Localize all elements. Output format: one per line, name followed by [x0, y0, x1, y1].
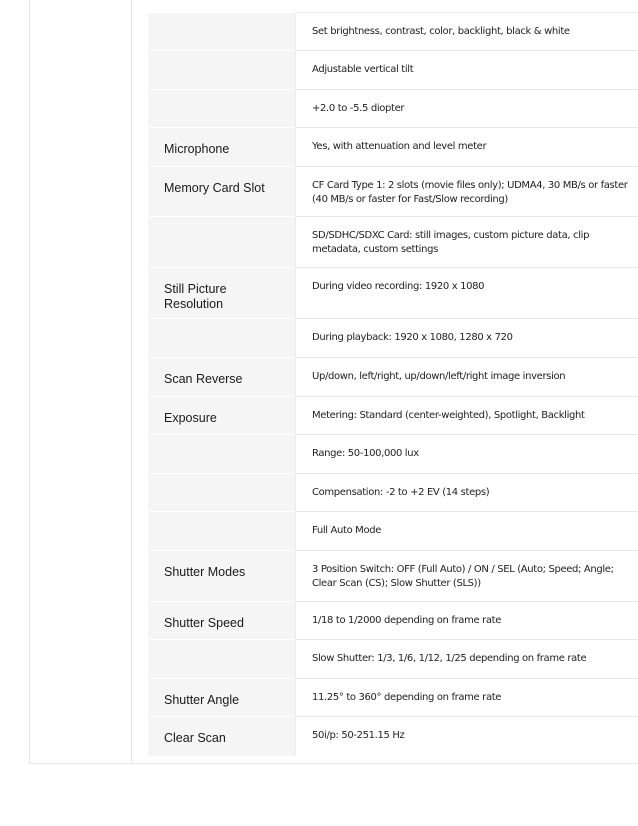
spec-label: Exposure	[164, 411, 217, 425]
spec-value: +2.0 to -5.5 diopter	[312, 103, 405, 114]
column-divider	[131, 0, 132, 764]
spec-value: Slow Shutter: 1/3, 1/6, 1/12, 1/25 depending on frame rate	[312, 653, 587, 664]
spec-value-cell	[296, 640, 638, 679]
spec-label-cell	[148, 319, 296, 358]
spec-label: Microphone	[164, 142, 230, 156]
table-row	[148, 319, 638, 358]
spec-value: 11.25° to 360° depending on frame rate	[312, 692, 502, 703]
spec-value: CF Card Type 1: 2 slots (movie files only); UDMA4, 30 MB/s or faster (40 MB/s or faster for Fast/Slow recording)	[312, 180, 628, 205]
spec-label-cell	[148, 268, 296, 319]
table-row	[148, 640, 638, 679]
spec-label: Scan Reverse	[164, 372, 243, 386]
table-row	[148, 602, 638, 640]
spec-label	[148, 474, 295, 488]
spec-label-cell	[148, 167, 296, 217]
spec-value-cell	[296, 474, 638, 512]
table-row	[148, 512, 638, 551]
spec-value-cell	[296, 679, 638, 717]
table-row	[148, 358, 638, 397]
spec-value-cell	[296, 268, 638, 319]
spec-value: 3 Position Switch: OFF (Full Auto) / ON / SEL (Auto; Speed; Angle; Clear Scan (CS); Slow Shutter (SLS))	[312, 564, 614, 589]
spec-label	[148, 51, 295, 65]
spec-label-cell	[148, 13, 296, 51]
table-row	[148, 217, 638, 268]
spec-label-cell	[148, 717, 296, 756]
spec-value: Up/down, left/right, up/down/left/right image inversion	[312, 371, 566, 382]
spec-value-cell	[296, 358, 638, 397]
table-row	[148, 397, 638, 435]
spec-value-cell	[296, 512, 638, 551]
spec-value: Metering: Standard (center-weighted), Spotlight, Backlight	[312, 410, 585, 421]
spec-value: 50i/p: 50-251.15 Hz	[312, 730, 405, 741]
spec-value-cell	[296, 319, 638, 358]
spec-value: During video recording: 1920 x 1080	[312, 281, 485, 292]
spec-label-cell	[148, 551, 296, 602]
spec-value: Range: 50-100,000 lux	[312, 448, 419, 459]
spec-label-cell	[148, 217, 296, 268]
spec-table	[148, 12, 638, 756]
spec-label	[148, 90, 295, 104]
table-row	[148, 717, 638, 756]
spec-value-cell	[296, 90, 638, 128]
spec-label	[148, 435, 295, 449]
spec-label-cell	[148, 474, 296, 512]
table-row	[148, 435, 638, 474]
spec-label	[148, 217, 295, 231]
spec-label-cell	[148, 397, 296, 435]
spec-label: Shutter Angle	[164, 693, 240, 707]
spec-value-cell	[296, 217, 638, 268]
spec-label: Shutter Speed	[164, 616, 244, 630]
spec-label: Shutter Modes	[164, 565, 246, 579]
table-row	[148, 474, 638, 512]
spec-value: Compensation: -2 to +2 EV (14 steps)	[312, 487, 490, 498]
spec-label-cell	[148, 602, 296, 640]
spec-value: Set brightness, contrast, color, backlight, black & white	[312, 26, 570, 37]
spec-label-cell	[148, 512, 296, 551]
spec-label-cell	[148, 128, 296, 167]
spec-value: Full Auto Mode	[312, 525, 382, 536]
spec-value-cell	[296, 128, 638, 167]
spec-label	[148, 319, 295, 333]
spec-value-cell	[296, 435, 638, 474]
spec-value-cell	[296, 717, 638, 756]
table-row	[148, 13, 638, 51]
spec-label-cell	[148, 435, 296, 474]
spec-label-cell	[148, 640, 296, 679]
spec-label-cell	[148, 51, 296, 90]
table-row	[148, 551, 638, 602]
spec-value-cell	[296, 397, 638, 435]
table-row	[148, 268, 638, 319]
spec-value-cell	[296, 51, 638, 90]
table-row	[148, 679, 638, 717]
spec-value-cell	[296, 551, 638, 602]
spec-value: During playback: 1920 x 1080, 1280 x 720	[312, 332, 513, 343]
spec-label: Clear Scan	[164, 731, 226, 745]
spec-value: Adjustable vertical tilt	[312, 64, 414, 75]
spec-value-cell	[296, 602, 638, 640]
table-row	[148, 51, 638, 90]
spec-label: Memory Card Slot	[164, 181, 265, 195]
spec-label-cell	[148, 90, 296, 128]
spec-value: 1/18 to 1/2000 depending on frame rate	[312, 615, 502, 626]
spec-value-cell	[296, 13, 638, 51]
spec-label-cell	[148, 679, 296, 717]
spec-value: SD/SDHC/SDXC Card: still images, custom picture data, clip metadata, custom settings	[312, 230, 590, 255]
spec-label	[148, 640, 295, 654]
spec-label-cell	[148, 358, 296, 397]
table-row	[148, 128, 638, 167]
spec-label	[148, 13, 295, 27]
spec-label: Still Picture Resolution	[164, 282, 227, 311]
spec-label	[148, 512, 295, 526]
table-row	[148, 90, 638, 128]
table-row	[148, 167, 638, 217]
spec-value-cell	[296, 167, 638, 217]
spec-value: Yes, with attenuation and level meter	[312, 141, 487, 152]
